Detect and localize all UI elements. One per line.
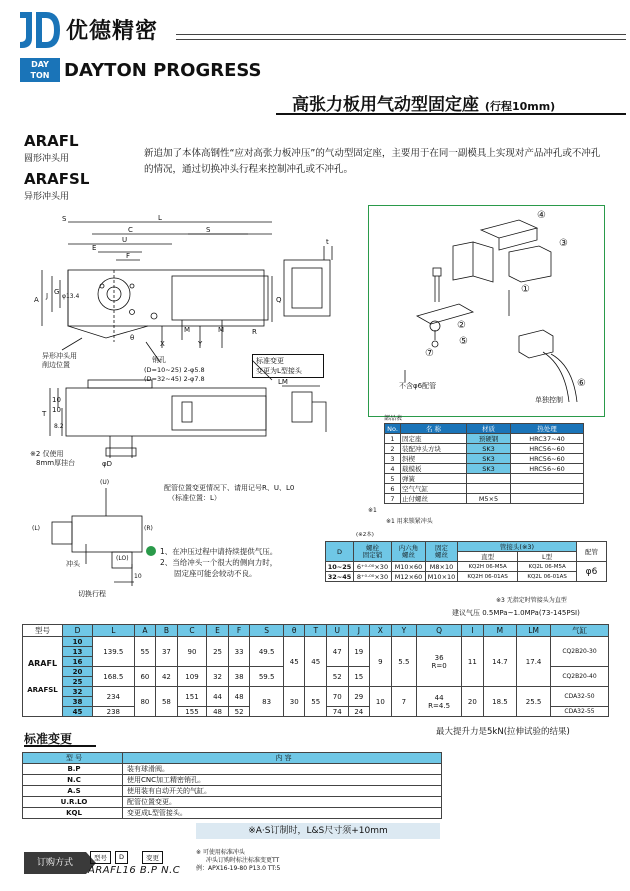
dim-label-L: L: [158, 214, 162, 222]
standard-changes-table: [22, 752, 442, 819]
dims-header-theta: θ: [283, 625, 305, 637]
product-code-arafsl: ARAFSL: [24, 170, 90, 188]
dims-cell: CQ2B20-40: [551, 667, 609, 687]
parts-cell: SK3: [467, 464, 511, 474]
std-code: N.C: [23, 775, 123, 786]
dims-cell: 47: [327, 637, 349, 667]
parts-mark: ※1: [368, 507, 377, 514]
pipe-cell: 6⁺⁰·⁰⁰×30: [354, 562, 392, 572]
boss-note-line1: ※2 仅使用: [30, 450, 64, 458]
dim-label-10a: 10: [52, 396, 61, 404]
dim-label-A: A: [34, 296, 39, 304]
dim-label-LM: LM: [278, 378, 288, 386]
brand-name-cn: 优德精密: [66, 19, 159, 44]
parts-cell: 弹簧: [401, 474, 467, 484]
dim-label-G: G: [54, 288, 60, 296]
std-header-content: 内 容: [123, 753, 442, 764]
dims-cell: 11: [462, 637, 484, 687]
table-row: [23, 808, 442, 819]
parts-footnote: ※1 用来锁紧冲头: [386, 518, 433, 525]
std-desc: 变更成L型管接头。: [123, 808, 442, 819]
std-code: KQL: [23, 808, 123, 819]
parts-cell: SK3: [467, 444, 511, 454]
pipe-cell: 8⁺⁰·⁰⁰×30: [354, 572, 392, 582]
change-note-line1: 标准变更: [256, 357, 284, 365]
parts-row: [385, 454, 584, 464]
dayton-box-logo: [20, 58, 60, 82]
dims-cell: 59.5: [250, 667, 284, 687]
parts-row: [385, 464, 584, 474]
dims-header-s: S: [250, 625, 284, 637]
pipe-subheader-straight: 直型: [458, 552, 518, 562]
dir-label-R: (R): [144, 525, 153, 532]
dims-cell: 52: [228, 707, 250, 717]
product-desc-arafl: 圆形冲头用: [24, 154, 70, 164]
dim-label-E: E: [92, 244, 97, 252]
std-desc: 使用CNC加工精密销孔。: [123, 775, 442, 786]
parts-header-material: 材质: [467, 424, 511, 434]
dim-label-S-left: S: [62, 215, 67, 223]
parts-cell: 6: [385, 484, 401, 494]
parts-cell: HRC56~60: [511, 454, 584, 464]
dims-cell: 234: [93, 687, 135, 707]
caution-1: 1、在冲压过程中请持续提供气压。: [160, 547, 278, 556]
dim-label-82: 8.2: [54, 423, 64, 430]
dims-q-value: 44: [434, 693, 444, 702]
pipe-table-mark: (※2本): [356, 532, 374, 538]
order-example: ARAFL16 B.P N.C: [88, 865, 181, 876]
dims-cell: 55: [134, 637, 156, 667]
dim-label-t: t: [326, 238, 329, 246]
dir-label-L: (L): [32, 525, 41, 532]
dims-header-q: Q: [417, 625, 462, 637]
order-pill-change: 变更: [142, 851, 163, 864]
no-phi6-note: 不含φ6配管: [399, 382, 437, 390]
dims-cell: 37: [156, 637, 178, 667]
parts-cell: [467, 484, 511, 494]
exploded-view-drawing: [369, 206, 603, 415]
parts-header-heat: 热处理: [511, 424, 584, 434]
parts-table: [384, 423, 584, 504]
pipe-header-pipe: 配管: [577, 542, 607, 562]
logo-box-line1: DAY: [31, 60, 49, 69]
page-title: [292, 90, 555, 115]
dims-q-radius: R=0: [431, 661, 447, 670]
parts-cell: 7: [385, 494, 401, 504]
dims-header-m: M: [483, 625, 517, 637]
pipe-cell: φ6: [577, 562, 607, 582]
parts-row: [385, 494, 584, 504]
std-code: B.P: [23, 764, 123, 775]
brand-name-en: DAYTON PROGRESS: [64, 60, 262, 81]
parts-cell: 斜楔: [401, 454, 467, 464]
exploded-view-panel: [368, 205, 605, 417]
order-pills: [90, 851, 163, 864]
pin-hole-label: 销孔: [152, 356, 166, 364]
pipe-row: [326, 572, 607, 582]
caution-icon: [146, 546, 156, 556]
parts-cell: 2: [385, 444, 401, 454]
dims-header-l: L: [93, 625, 135, 637]
pipe-cell: KQ2H 06-01AS: [458, 572, 518, 582]
dims-cell: 15: [348, 667, 370, 687]
dims-d-25: 25: [63, 677, 93, 687]
order-note: [196, 849, 280, 873]
pipe-subheader-l: L型: [518, 552, 577, 562]
parts-row: [385, 474, 584, 484]
order-pill-model: 型号: [90, 851, 111, 864]
air-pressure-note: 建议气压 0.5MPa~1.0MPa(73-145PSI): [452, 609, 580, 617]
dims-cell: 52: [327, 667, 349, 687]
parts-row: [385, 444, 584, 454]
dim-label-10b: 10: [52, 406, 61, 414]
standard-changes-rule: [24, 745, 96, 747]
table-row: [23, 786, 442, 797]
dims-cell: 55: [305, 687, 327, 717]
dims-cell: 80: [134, 687, 156, 717]
intro-paragraph: 新追加了本体高钢性“应对高张力板冲压”的气动型固定座，主要用于在同一副模具上实现对产品冲孔或不冲孔的情况，通过切换冲头行程来控制冲孔或不冲孔。: [144, 148, 601, 175]
dims-model-arafl: ARAFL: [27, 658, 58, 668]
single-control-note: 单独控制: [535, 396, 563, 404]
parts-cell: [511, 474, 584, 484]
dims-cell: 25: [207, 637, 229, 667]
title-text: 高张力板用气动型固定座: [292, 95, 479, 115]
pipe-header-fix: 固定 螺丝: [426, 542, 458, 562]
part-callout-1: ①: [521, 284, 530, 295]
order-pill-d: D: [115, 851, 128, 864]
dims-cell-q: [417, 637, 462, 687]
shaped-punch-note-line1: 异形冲头用: [42, 352, 77, 360]
dim-label-M-1: M: [184, 326, 191, 334]
dim-label-X: X: [160, 340, 165, 348]
dim-label-S-right: S: [206, 226, 211, 234]
dims-header-y: Y: [391, 625, 417, 637]
parts-cell: 5: [385, 474, 401, 484]
pipe-cell: KQ2L 06-M5A: [518, 562, 577, 572]
product-code-arafl: ARAFL: [24, 132, 79, 150]
parts-header-no: No.: [385, 424, 401, 434]
parts-cell: 预硬钢: [467, 434, 511, 444]
parts-cell: HRC56~60: [511, 444, 584, 454]
dims-d-20: 20: [63, 667, 93, 677]
dims-cell: 58: [156, 687, 178, 717]
table-row: [23, 687, 609, 697]
parts-cell: [511, 494, 584, 504]
caution-2-line1: 2、当给冲头一个很大的侧向力时，: [160, 558, 278, 567]
dim-label-M-2: M: [218, 326, 225, 334]
pipe-header-bolt: 螺栓 固定销: [354, 542, 392, 562]
dimensions-table: [22, 624, 609, 717]
dims-cell: 238: [93, 707, 135, 717]
dims-cell: 42: [156, 667, 178, 687]
dims-q-value: 36: [434, 653, 444, 662]
dir-label-U: (U): [100, 479, 110, 486]
parts-cell: 1: [385, 434, 401, 444]
dims-d-38: 38: [63, 697, 93, 707]
change-note-box: [252, 354, 324, 378]
dims-d-45: 45: [63, 707, 93, 717]
parts-cell: 4: [385, 464, 401, 474]
dims-cell: 5.5: [391, 637, 417, 687]
dims-cell: 44: [207, 687, 229, 707]
cautions: [160, 546, 277, 579]
dims-header-cylinder: 气缸: [551, 625, 609, 637]
dims-cell: CDA32-50: [551, 687, 609, 707]
dims-cell: 19: [348, 637, 370, 667]
dims-header-j: J: [348, 625, 370, 637]
dim-label-theta: θ: [130, 334, 135, 342]
dim-label-T: T: [42, 410, 47, 418]
parts-table-title: 部品表: [384, 415, 403, 422]
dim-label-R: R: [252, 328, 257, 336]
dim-label-U: U: [122, 236, 128, 244]
change-note-line2: 变更为L型接头: [256, 367, 302, 375]
std-code: U.R.LO: [23, 797, 123, 808]
table-row: [23, 764, 442, 775]
parts-cell: [511, 484, 584, 494]
standard-changes-title: 标准变更: [24, 732, 73, 746]
stroke-label: 切换行程: [78, 590, 106, 598]
part-callout-3: ③: [559, 238, 568, 249]
parts-row: [385, 434, 584, 444]
std-code: A.S: [23, 786, 123, 797]
dims-header-e: E: [207, 625, 229, 637]
pipe-cell: M10×60: [392, 562, 426, 572]
parts-cell: 装配冲头方块: [401, 444, 467, 454]
std-desc: 配管位置变更。: [123, 797, 442, 808]
dims-cell: 139.5: [93, 637, 135, 667]
dims-cell: 33: [228, 637, 250, 667]
dims-header-f: F: [228, 625, 250, 637]
parts-cell: 止付螺丝: [401, 494, 467, 504]
dims-header-c: C: [177, 625, 207, 637]
parts-cell: 3: [385, 454, 401, 464]
caution-2-line2: 固定座可能会较动不良。: [174, 569, 257, 578]
pipe-pos-note-line1: 配管位置变更情况下、请用记号R、U、L0: [164, 484, 295, 492]
dims-cell: 48: [207, 707, 229, 717]
as-size-note: ※A·S订制时，L&S尺寸须+10mm: [196, 823, 440, 839]
dims-q-radius: R=4.5: [428, 701, 451, 710]
std-desc: 使用装有自动开关的气缸。: [123, 786, 442, 797]
dims-header-b: B: [156, 625, 178, 637]
table-row: [23, 637, 609, 647]
dims-cell: 17.4: [517, 637, 551, 687]
order-note-2: 冲头订购时标注标准变更TT: [206, 857, 280, 864]
dim-label-Q: Q: [276, 296, 282, 304]
dir-label-LO: (LO): [116, 555, 129, 562]
dims-header-i: I: [462, 625, 484, 637]
dims-cell: CDA32-55: [551, 707, 609, 717]
parts-cell: M5×5: [467, 494, 511, 504]
dim-label-Y: Y: [198, 340, 203, 348]
dims-d-13: 13: [63, 647, 93, 657]
pipe-table: [325, 541, 607, 582]
order-method-tag: 订购方式: [24, 852, 86, 874]
dims-cell: 155: [177, 707, 207, 717]
order-note-3: 例：APX16-19-80 P13.0 TT:5: [196, 865, 281, 872]
table-row: [23, 775, 442, 786]
pin-hole-d1: (D=10~25) 2-φ5.8: [144, 366, 205, 374]
pipe-pos-note-line2: （标准位置：L）: [168, 494, 221, 502]
pipe-header-fitting: 管接头(※3): [458, 542, 577, 552]
dims-cell: 49.5: [250, 637, 284, 667]
dims-cell: 60: [134, 667, 156, 687]
pipe-row: [326, 562, 607, 572]
dims-header-lm: LM: [517, 625, 551, 637]
part-callout-2: ②: [457, 320, 466, 331]
dims-cell: 7: [391, 687, 417, 717]
pipe-header-d: D: [326, 542, 354, 562]
parts-cell: 空气气缸: [401, 484, 467, 494]
header-rule: [176, 34, 626, 40]
dims-cell: 45: [305, 637, 327, 687]
dims-cell: 14.7: [483, 637, 517, 687]
pipe-cell: 32~45: [326, 572, 354, 582]
dim-label-C: C: [128, 226, 133, 234]
dims-cell: 20: [462, 687, 484, 717]
order-note-1: ※ 可使用标准冲头: [196, 849, 245, 856]
dims-cell: 48: [228, 687, 250, 707]
part-callout-4: ④: [537, 210, 546, 221]
title-stroke-note: (行程10mm): [484, 100, 556, 113]
dims-cell: 29: [348, 687, 370, 707]
dims-cell: 90: [177, 637, 207, 667]
pipe-cell: M10×10: [426, 572, 458, 582]
parts-cell: 载模板: [401, 464, 467, 474]
dim-label-phi134: φ13.4: [62, 293, 80, 300]
dims-d-32: 32: [63, 687, 93, 697]
dims-model-arafsl: ARAFSL: [27, 685, 58, 694]
part-callout-7: ⑦: [425, 348, 434, 359]
dims-d-10: 10: [63, 637, 93, 647]
parts-row: [385, 484, 584, 494]
dims-header-u: U: [327, 625, 349, 637]
logo-box-line2: TON: [30, 71, 50, 80]
parts-header-name: 名 称: [401, 424, 467, 434]
pipe-cell: KQ2L 06-01AS: [518, 572, 577, 582]
dims-header-t: T: [305, 625, 327, 637]
pipe-cell: M12×60: [392, 572, 426, 582]
dims-header-d: D: [63, 625, 93, 637]
dims-cell: 74: [327, 707, 349, 717]
dims-cell-q: [417, 687, 462, 717]
punch-label: 冲头: [66, 560, 80, 568]
dims-cell: 9: [370, 637, 392, 687]
part-callout-5: ⑤: [459, 336, 468, 347]
table-row: [23, 797, 442, 808]
dims-cell: 45: [283, 637, 305, 687]
part-callout-6: ⑥: [577, 378, 586, 389]
dims-cell: 25.5: [517, 687, 551, 717]
parts-cell: SK3: [467, 454, 511, 464]
dim-label-F: F: [126, 252, 131, 260]
shaped-punch-note-line2: 削边位置: [42, 361, 70, 369]
stroke-value: 10: [134, 573, 142, 580]
std-header-model: 型 号: [23, 753, 123, 764]
boss-note-line2: 8mm厚挂台: [36, 459, 76, 467]
dims-header-x: X: [370, 625, 392, 637]
dims-cell: CQ2B20-30: [551, 637, 609, 667]
pipe-cell: 10~25: [326, 562, 354, 572]
pin-hole-d2: (D=32~45) 2-φ7.8: [144, 375, 205, 383]
dim-label-phiD: φD: [102, 460, 113, 468]
dims-cell: 10: [370, 687, 392, 717]
dims-cell: 151: [177, 687, 207, 707]
pipe-footnote: ※3 无指定时管接头为直型: [496, 597, 567, 604]
dims-header-a: A: [134, 625, 156, 637]
parts-cell: [467, 474, 511, 484]
pipe-cell: KQ2H 06-M5A: [458, 562, 518, 572]
dims-cell: 109: [177, 667, 207, 687]
parts-cell: HRC56~60: [511, 464, 584, 474]
dims-cell: 24: [348, 707, 370, 717]
dims-header-model: 型号: [23, 625, 63, 637]
dims-cell: 18.5: [483, 687, 517, 717]
dims-d-16: 16: [63, 657, 93, 667]
dayton-jd-logo: [18, 10, 62, 50]
dims-cell: 83: [250, 687, 284, 717]
max-force-note: 最大提升力是5kN(拉伸试验的结果): [436, 727, 570, 737]
dims-cell: 30: [283, 687, 305, 717]
pipe-header-hex: 内六角 螺丝: [392, 542, 426, 562]
product-desc-arafsl: 异形冲头用: [24, 192, 70, 202]
std-desc: 装有球滑阀。: [123, 764, 442, 775]
dim-label-J: J: [46, 292, 49, 300]
parts-cell: 固定座: [401, 434, 467, 444]
dims-cell: 168.5: [93, 667, 135, 687]
dims-cell: 32: [207, 667, 229, 687]
title-rule: [276, 113, 626, 115]
dims-cell: 70: [327, 687, 349, 707]
pipe-cell: M8×10: [426, 562, 458, 572]
dims-cell: 38: [228, 667, 250, 687]
dims-model-cell: [23, 637, 63, 717]
parts-cell: HRC37~40: [511, 434, 584, 444]
